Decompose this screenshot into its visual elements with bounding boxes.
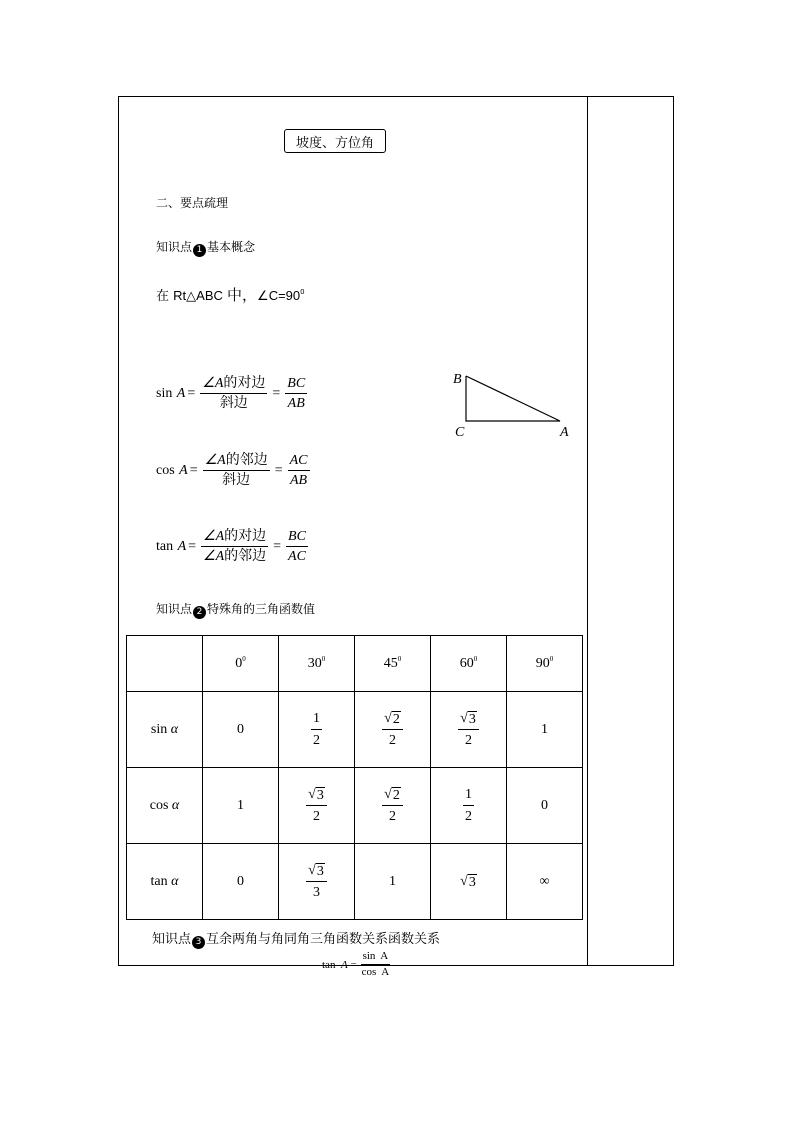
table-corner-cell: [127, 636, 203, 692]
cos-var: A: [179, 462, 188, 478]
kp2-prefix: 知识点: [156, 602, 193, 616]
tan-45: 1: [355, 844, 431, 920]
knowledge-point-2: [156, 600, 315, 619]
cos-ratio-num: AC: [288, 452, 310, 471]
tan-den-text: 的邻边: [224, 548, 267, 564]
right-column-divider: [587, 96, 588, 966]
sin-var: A: [176, 385, 186, 401]
row-label-cos: cos α: [127, 768, 203, 844]
number-badge-icon: 3: [192, 936, 205, 949]
sin-30: $\frac{1}{2}$: [279, 692, 355, 768]
table-row-cos: [127, 768, 583, 844]
vertex-B-label: B: [453, 372, 462, 387]
sin-ratio-num: BC: [285, 375, 307, 394]
cos-30: √ 3 2: [279, 768, 355, 844]
row-label-sin: sin α: [127, 692, 203, 768]
sin-ratio: [285, 375, 307, 412]
table-row-tan: [127, 844, 583, 920]
cos-ratio: [288, 452, 310, 489]
cos-45: √ 2 2: [355, 768, 431, 844]
tan-fn: tan: [156, 538, 174, 554]
cos-den: 斜边: [222, 472, 251, 488]
tan-90: ∞: [507, 844, 583, 920]
sin-definition: sin A = $\frac{\text{∠A的对边}}{\text{斜边}}$ = $\frac{BC}{AB}$: [156, 375, 306, 411]
cos-num-text: 的邻边: [225, 452, 268, 468]
tan-rel-num: sin A: [361, 950, 391, 965]
tan-relation-formula: tan A = $\frac{\text{sin A}}{\text{cos A}}$: [322, 950, 390, 978]
sin-num-angle: ∠A: [202, 376, 224, 391]
cos-0: 1: [203, 768, 279, 844]
rt-triangle-intro: [156, 284, 305, 305]
cos-fn: cos: [156, 462, 175, 478]
intro-angle: ∠C=90: [257, 288, 301, 303]
cos-ratio-den: AB: [290, 473, 308, 488]
kp1-label: 基本概念: [207, 240, 256, 254]
sin-ratio-den: AB: [287, 396, 305, 411]
sin-num-text: 的对边: [223, 375, 266, 391]
knowledge-point-1: [156, 238, 255, 257]
intro-degree: 0: [300, 288, 305, 296]
tan-ratio-num: BC: [286, 528, 308, 547]
right-triangle-diagram: [448, 368, 578, 443]
tan-ratio-den: AC: [288, 549, 306, 564]
vertex-A-label: A: [560, 425, 569, 440]
tan-rel-den: cos A: [361, 966, 390, 978]
special-angle-table: [126, 635, 583, 920]
sin-90: 1: [507, 692, 583, 768]
kp1-prefix: 知识点: [156, 240, 193, 254]
header-30: $30^0$: [279, 636, 355, 692]
tan-rel-var: A: [340, 958, 348, 971]
header-45: $45^0$: [355, 636, 431, 692]
tan-60: √ 3: [431, 844, 507, 920]
tan-den-angle: ∠A: [203, 549, 225, 564]
cos-word-fraction: [203, 452, 270, 489]
intro-mid: 中，: [227, 286, 258, 304]
cos-90: 0: [507, 768, 583, 844]
sin-fn: sin: [156, 385, 173, 401]
cos-60: $\frac{1}{2}$: [431, 768, 507, 844]
kp3-prefix: 知识点: [152, 932, 192, 947]
intro-lead: 在: [156, 289, 170, 304]
intro-triangle: Rt△ABC: [173, 288, 223, 303]
header-0: $0^0$: [203, 636, 279, 692]
section-heading: 二、要点疏理: [156, 196, 229, 210]
tan-30: √ 3 3: [279, 844, 355, 920]
tan-0: 0: [203, 844, 279, 920]
tan-ratio: [286, 528, 308, 565]
row-label-tan: tan α: [127, 844, 203, 920]
table-header-row: [127, 636, 583, 692]
tan-num-text: 的对边: [224, 528, 267, 544]
tan-rel-fraction: [360, 950, 392, 979]
kp3-label: 互余两角与角同角三角函数关系函数关系: [206, 932, 441, 947]
sin-den: 斜边: [219, 395, 248, 411]
table-row-sin: [127, 692, 583, 768]
tan-rel-fn: tan: [322, 958, 336, 971]
vertex-C-label: C: [455, 425, 465, 440]
page-title: 坡度、方位角: [284, 129, 386, 153]
sin-word-fraction: [200, 375, 267, 412]
tan-definition: tan A = $\frac{\text{∠A的对边}}{\text{∠A的邻边}}$ = $\frac{BC}{AC}$: [156, 528, 306, 564]
number-badge-icon: 1: [193, 244, 206, 257]
cos-definition: cos A = $\frac{\text{∠A的邻边}}{\text{斜边}}$ = $\frac{AC}{AB}$: [156, 452, 308, 488]
header-90: $90^0$: [507, 636, 583, 692]
tan-word-fraction: [201, 528, 268, 565]
sin-45: √ 2 2: [355, 692, 431, 768]
triangle-shape: [466, 376, 560, 421]
tan-num-angle: ∠A: [203, 529, 225, 544]
knowledge-point-3: [152, 928, 440, 949]
tan-var: A: [177, 538, 187, 554]
cos-num-angle: ∠A: [204, 453, 226, 468]
sin-60: √ 3 2: [431, 692, 507, 768]
header-60: $60^0$: [431, 636, 507, 692]
kp2-label: 特殊角的三角函数值: [207, 602, 316, 616]
number-badge-icon: 2: [193, 606, 206, 619]
sin-0: 0: [203, 692, 279, 768]
